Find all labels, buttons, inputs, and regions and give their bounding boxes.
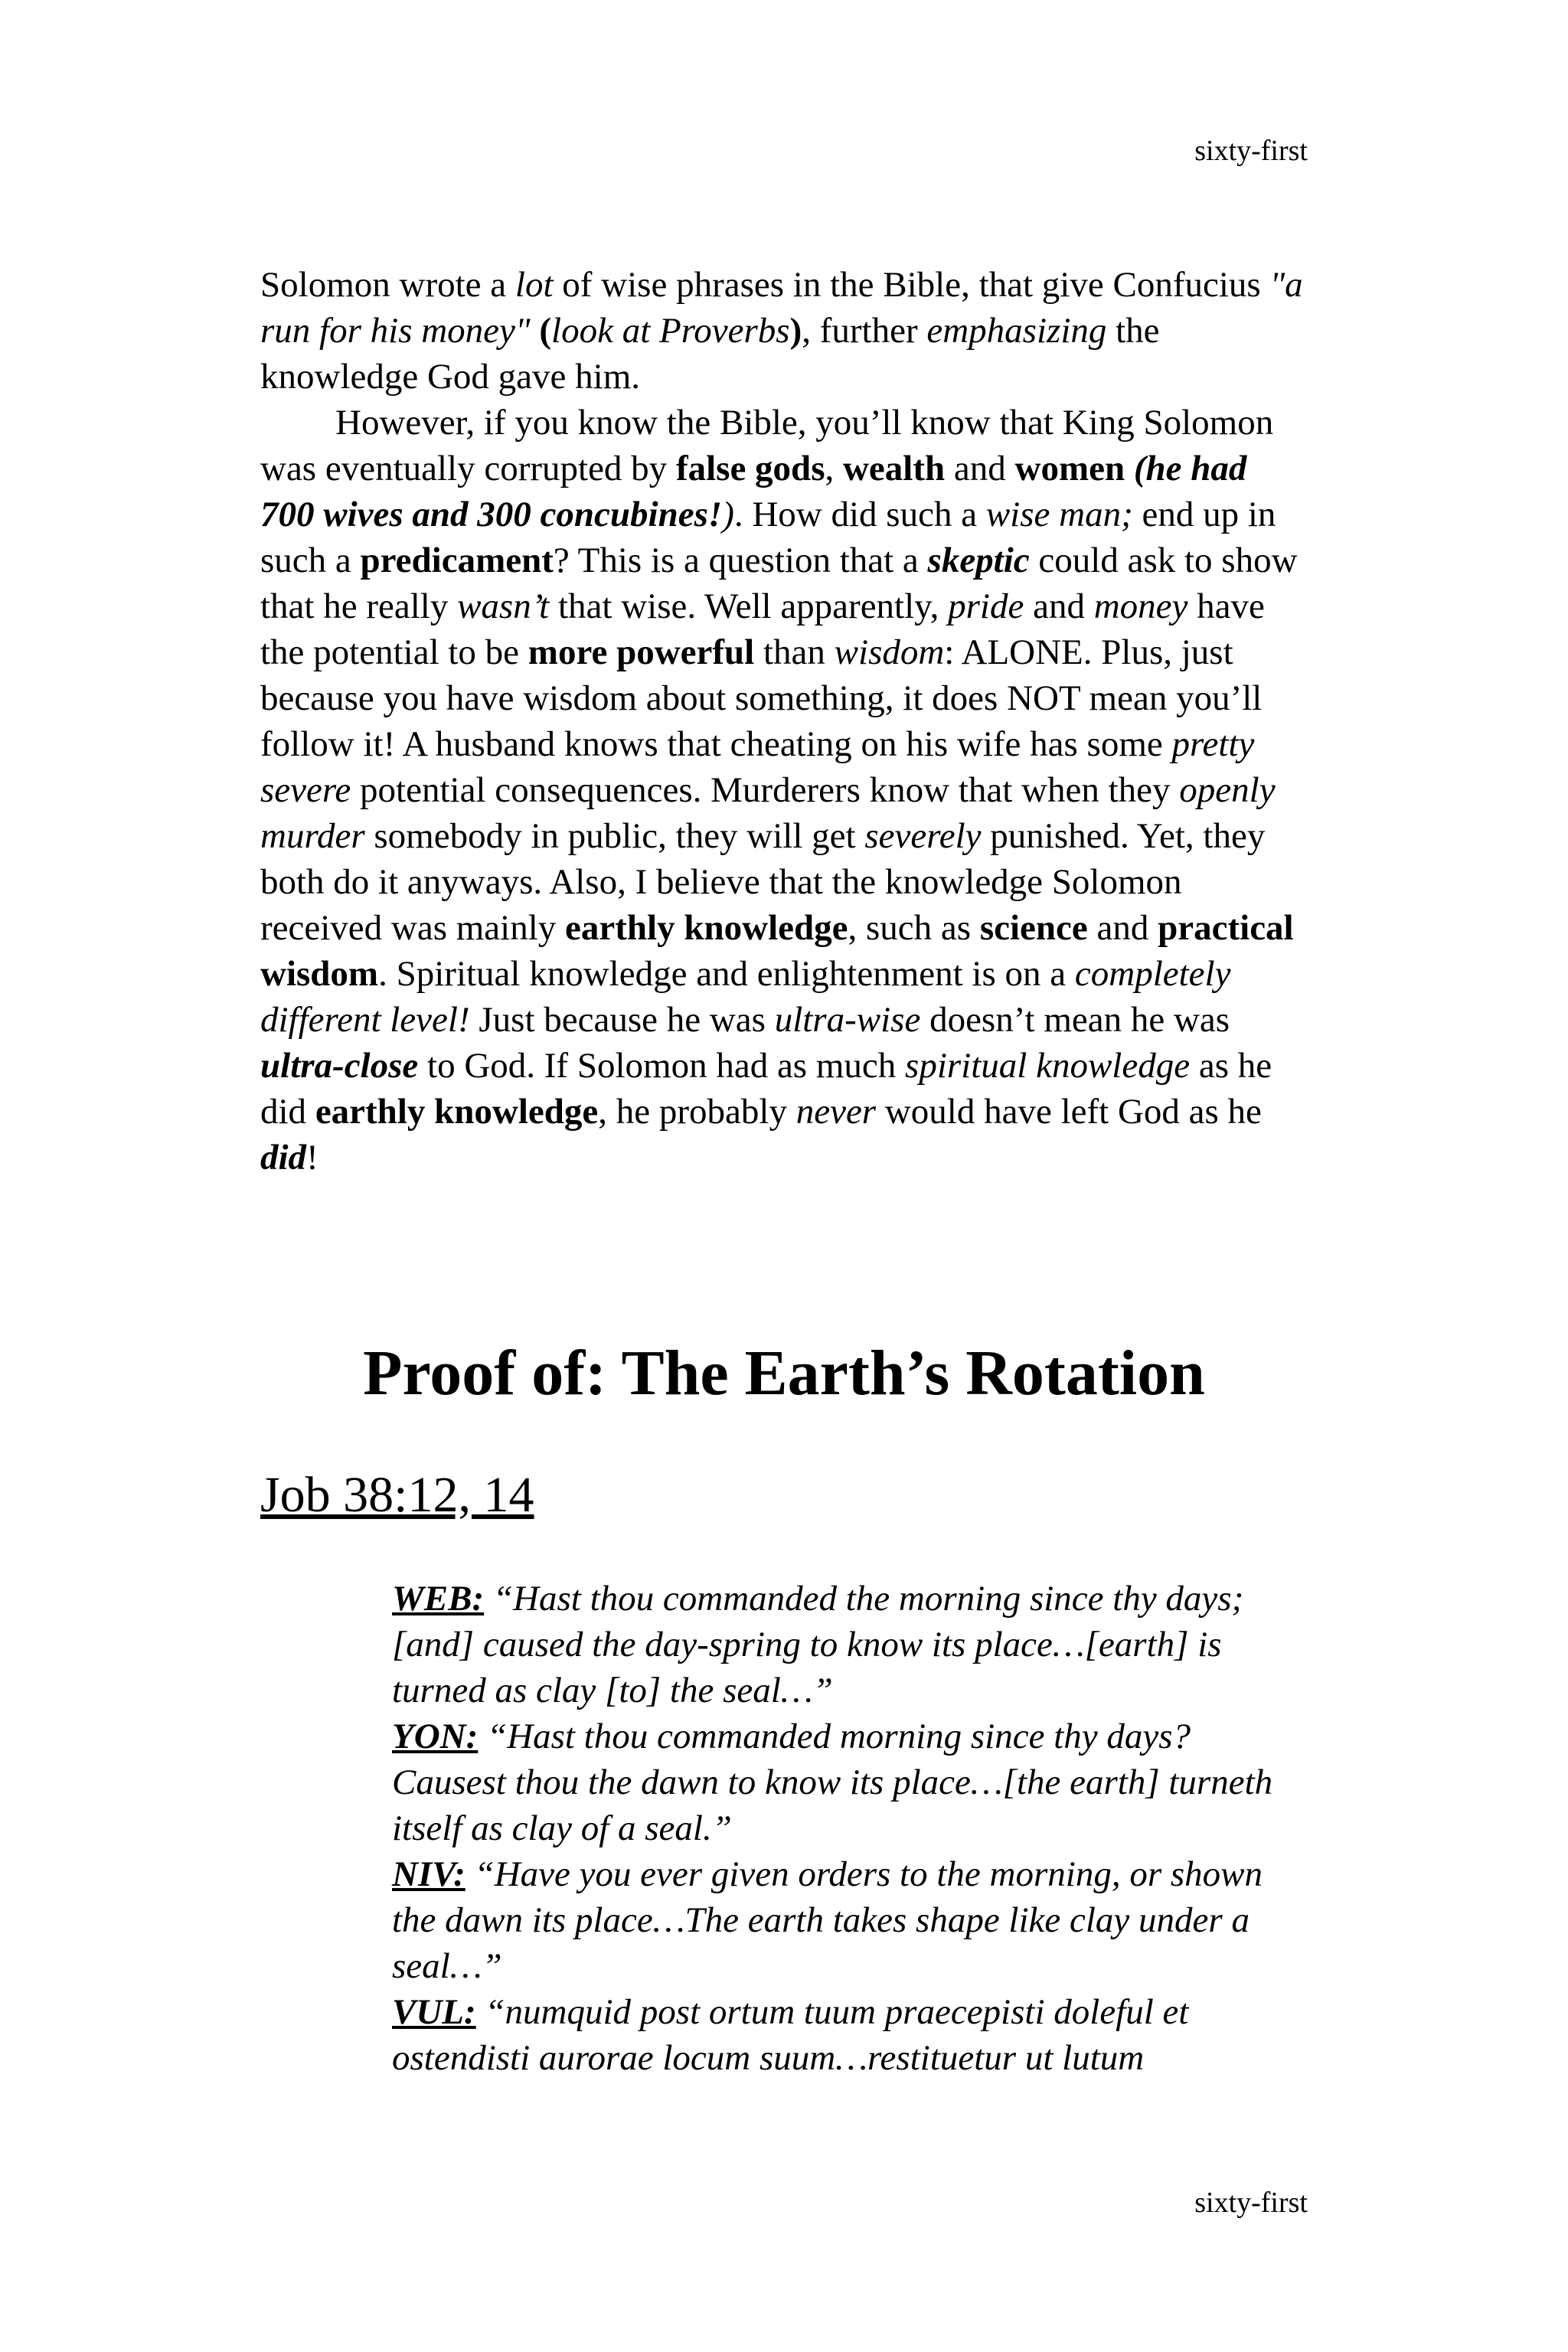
text-run: doesn’t mean he was xyxy=(920,1000,1230,1040)
text-run xyxy=(1125,449,1134,488)
running-footer: sixty-first xyxy=(1194,2187,1308,2219)
text-run: spiritual knowledge xyxy=(905,1046,1191,1086)
quote-niv xyxy=(392,1851,1311,1989)
text-run: practical wisdom xyxy=(260,908,1294,994)
text-run: punished. Yet, they both do it anyways. Also, I believe that the knowledge Solomon received was mainly xyxy=(260,816,1266,948)
text-run: , further xyxy=(802,311,927,351)
text-run: end up in such a xyxy=(260,495,1276,580)
text-run: of wise phrases in the Bible, that give Confucius xyxy=(553,265,1270,305)
text-run: than xyxy=(754,632,835,672)
text-run: did xyxy=(260,1138,307,1178)
text-run: look at Proverbs xyxy=(551,311,790,351)
version-label: YON: xyxy=(392,1717,479,1756)
text-run: pretty severe xyxy=(260,724,1255,810)
text-run: ! xyxy=(306,1138,318,1178)
text-run: (he had 700 wives and 300 concubines! xyxy=(260,449,1247,534)
text-run: ultra-wise xyxy=(774,1000,921,1040)
text-run: that wise. Well apparently, xyxy=(549,586,949,626)
text-run: could ask to show that he really xyxy=(260,541,1298,626)
text-run: Solomon wrote a xyxy=(260,265,515,305)
version-label: VUL: xyxy=(392,1992,476,2032)
text-run: However, if you know the Bible, you’ll know that King Solomon was eventually corrupted by xyxy=(260,403,1274,488)
text-run xyxy=(531,311,540,351)
text-run: pride xyxy=(948,586,1024,626)
text-run: , xyxy=(825,449,843,488)
text-run: , he probably xyxy=(598,1092,796,1132)
text-run: ultra-close xyxy=(260,1046,419,1086)
text-run: earthly knowledge xyxy=(565,908,848,948)
text-run: the knowledge God gave him. xyxy=(260,311,1160,397)
text-run: openly murder xyxy=(260,770,1276,856)
text-run: "a run for his money" xyxy=(260,265,1303,351)
text-run: wise man; xyxy=(985,495,1133,534)
text-run: somebody in public, they will get xyxy=(364,816,865,856)
quote-yon xyxy=(392,1713,1311,1851)
text-run: would have left God as he xyxy=(876,1092,1262,1132)
text-run: : ALONE. Plus, just because you have wisdom about something, it does NOT mean you’ll follow it! A husband knows that cheating on his wife has some xyxy=(260,632,1263,764)
text-run: potential consequences. Murderers know that when they xyxy=(351,770,1180,810)
quote-web xyxy=(392,1576,1311,1713)
section-title: Proof of: The Earth’s Rotation xyxy=(363,1338,1205,1409)
text-run: lot xyxy=(514,265,554,305)
text-run: ( xyxy=(539,311,552,351)
text-run: have the potential to be xyxy=(260,586,1265,672)
text-run: never xyxy=(795,1092,877,1132)
text-run: , such as xyxy=(848,908,980,948)
text-run: earthly knowledge xyxy=(315,1092,599,1132)
text-run: money xyxy=(1093,586,1188,626)
text-run: wasn’t xyxy=(457,586,550,626)
version-label: WEB: xyxy=(392,1579,485,1619)
text-run: completely different level! xyxy=(260,954,1231,1040)
quote-vul xyxy=(392,1989,1311,2081)
text-run: . How did such a xyxy=(733,495,986,534)
text-run: . Spiritual knowledge and enlightenment is on a xyxy=(378,954,1075,994)
text-run: ) xyxy=(722,495,734,534)
text-run: skeptic xyxy=(927,541,1030,580)
text-run: to God. If Solomon had as much xyxy=(418,1046,906,1086)
text-run: severely xyxy=(864,816,982,856)
text-run: and xyxy=(1024,586,1094,626)
text-run: more powerful xyxy=(528,632,755,672)
quote-text: “Hast thou commanded morning since thy days? Causest thou the dawn to know its place…[the earth] turneth itself as clay of a seal.” xyxy=(392,1717,1273,1848)
text-run: predicament xyxy=(360,541,554,580)
body-text xyxy=(260,262,1309,1181)
quote-text: “numquid post ortum tuum praecepisti doleful et ostendisti aurorae locum suum…restituetur ut lutum xyxy=(392,1992,1189,2078)
text-run: wealth xyxy=(842,449,946,488)
text-run: false gods xyxy=(675,449,825,488)
text-run: ? This is a question that a xyxy=(553,541,928,580)
text-run: emphasizing xyxy=(926,311,1107,351)
text-run: science xyxy=(979,908,1088,948)
paragraph-1 xyxy=(260,262,1309,400)
quote-text: “Have you ever given orders to the morning, or shown the dawn its place…The earth takes shape like clay under a seal…” xyxy=(392,1854,1263,1986)
version-label: NIV: xyxy=(392,1854,466,1894)
scripture-reference: Job 38:12, 14 xyxy=(260,1467,534,1523)
scripture-quotes xyxy=(392,1576,1311,2081)
text-run: and xyxy=(1087,908,1158,948)
text-run: wisdom xyxy=(834,632,945,672)
text-run: women xyxy=(1014,449,1125,488)
text-run: as he did xyxy=(260,1046,1272,1132)
text-run: and xyxy=(945,449,1015,488)
text-run: ) xyxy=(789,311,802,351)
paragraph-2 xyxy=(260,400,1309,1181)
running-header: sixty-first xyxy=(1194,135,1308,167)
text-run: Just because he was xyxy=(469,1000,775,1040)
quote-text: “Hast thou commanded the morning since thy days; [and] caused the day-spring to know its place…[earth] is turned as clay [to] the seal…” xyxy=(392,1579,1244,1710)
